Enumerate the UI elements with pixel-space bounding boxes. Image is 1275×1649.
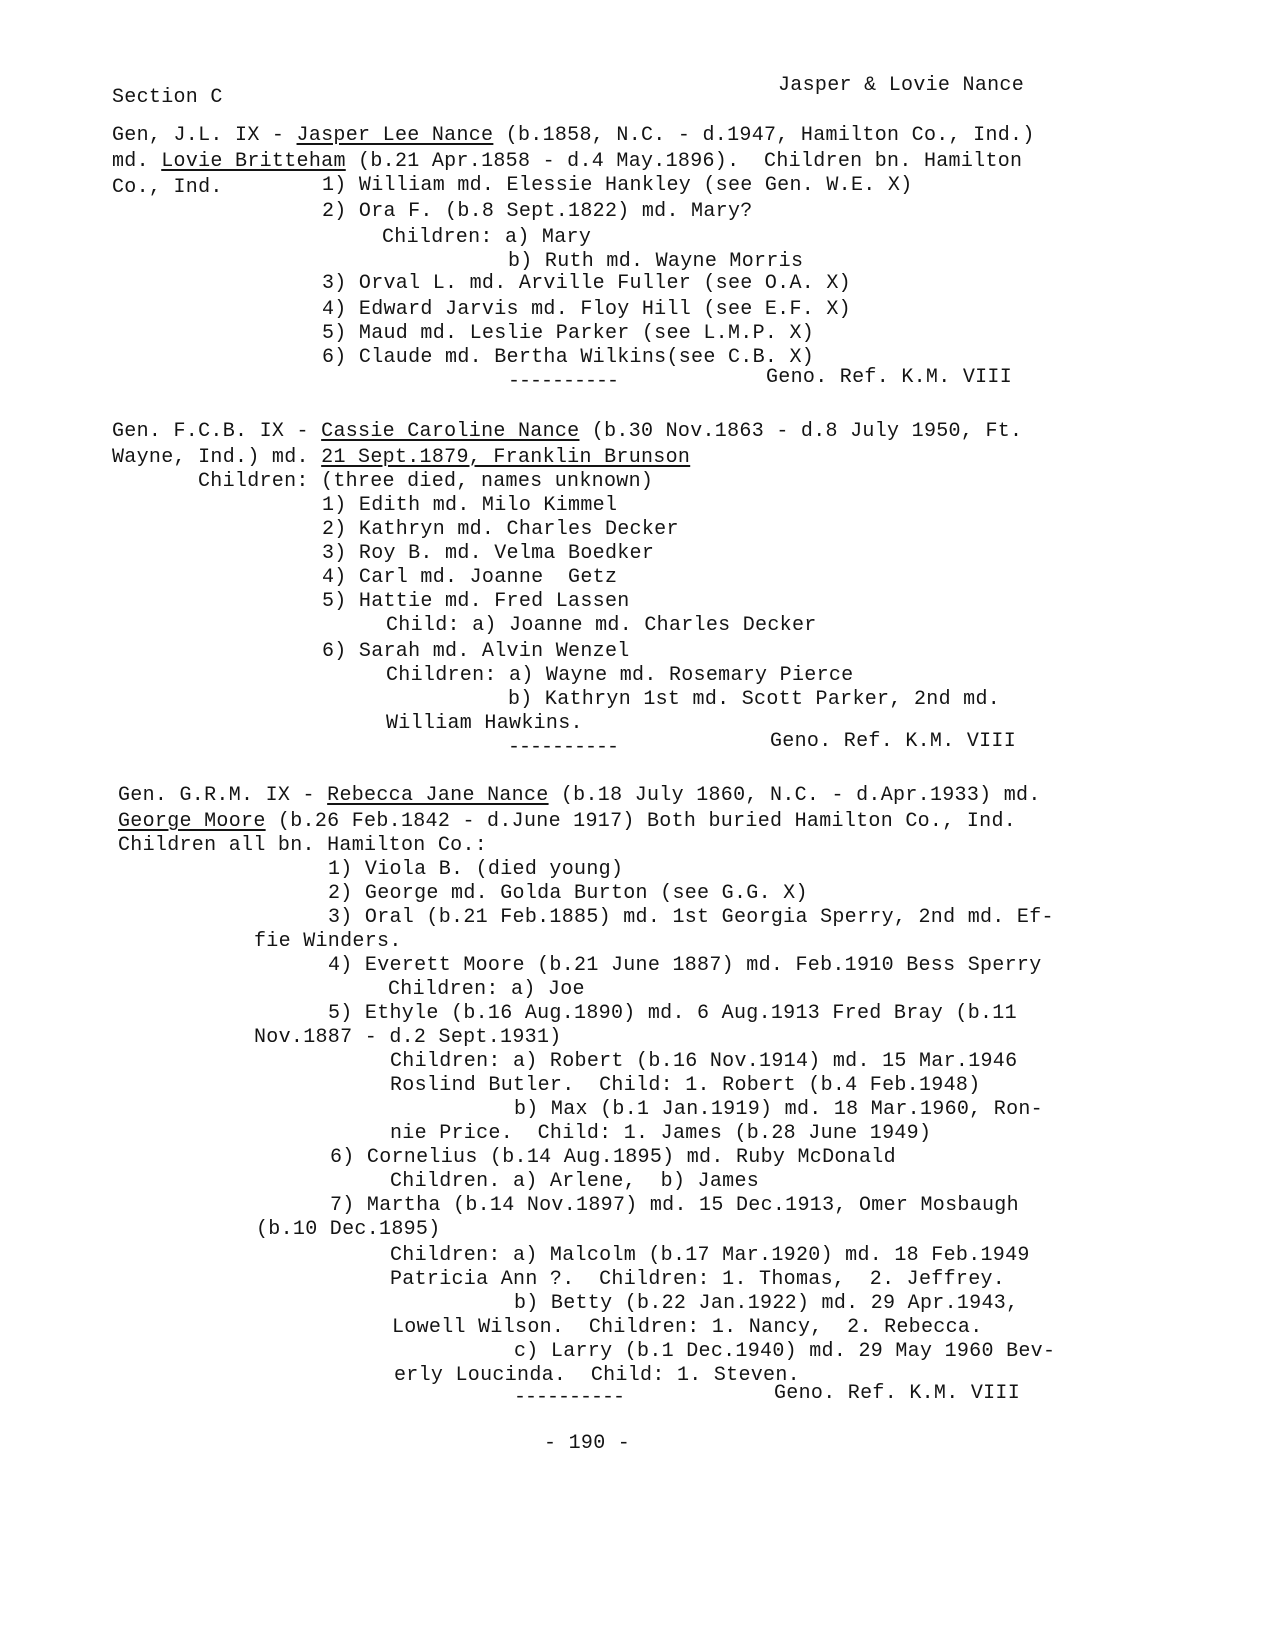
- child-line: 5) Hattie md. Fred Lassen: [322, 590, 630, 613]
- grandchild-line: Patricia Ann ?. Children: 1. Thomas, 2. Jeffrey.: [390, 1268, 1006, 1291]
- page-header-title: Jasper & Lovie Nance: [778, 74, 1025, 97]
- child-line: 5) Ethyle (b.16 Aug.1890) md. 6 Aug.1913 Fred Bray (b.11: [328, 1002, 1017, 1025]
- grandchild-line: William Hawkins.: [386, 712, 583, 735]
- reference-note: Geno. Ref. K.M. VIII: [766, 366, 1013, 389]
- child-line: 4) Carl md. Joanne Getz: [322, 566, 618, 589]
- spouse-name: 21 Sept.1879, Franklin Brunson: [321, 446, 691, 469]
- separator: ----------: [508, 736, 619, 759]
- reference-note: Geno. Ref. K.M. VIII: [770, 730, 1017, 753]
- grandchild-line: erly Loucinda. Child: 1. Steven.: [394, 1364, 800, 1387]
- section-label: Section C: [112, 86, 223, 109]
- child-line: 3) Oral (b.21 Feb.1885) md. 1st Georgia Sperry, 2nd md. Ef-: [328, 906, 1054, 929]
- child-line: 4) Everett Moore (b.21 June 1887) md. Feb.1910 Bess Sperry: [328, 954, 1042, 977]
- separator: ----------: [508, 370, 619, 393]
- spouse-name: Lovie Britteham: [161, 150, 346, 173]
- entry-spouse-line: md. Lovie Britteham (b.21 Apr.1858 - d.4 May.1896). Children bn. Hamilton: [112, 150, 1023, 173]
- entry-text-line: Children all bn. Hamilton Co.:: [118, 834, 488, 857]
- grandchild-line: Lowell Wilson. Children: 1. Nancy, 2. Rebecca.: [392, 1316, 983, 1339]
- grandchild-line: Children: a) Joe: [388, 978, 585, 1001]
- grandchild-line: Children: a) Robert (b.16 Nov.1914) md. 15 Mar.1946: [390, 1050, 1018, 1073]
- separator: ----------: [514, 1386, 625, 1409]
- child-line: 6) Cornelius (b.14 Aug.1895) md. Ruby McDonald: [330, 1146, 896, 1169]
- entry-spouse-line: Wayne, Ind.) md. 21 Sept.1879, Franklin Brunson: [112, 446, 691, 469]
- grandchild-line: b) Kathryn 1st md. Scott Parker, 2nd md.: [508, 688, 1001, 711]
- grandchild-line: Child: a) Joanne md. Charles Decker: [386, 614, 817, 637]
- continuation-line: fie Winders.: [254, 930, 402, 953]
- child-line: 4) Edward Jarvis md. Floy Hill (see E.F. X): [322, 298, 851, 321]
- child-line: 1) Edith md. Milo Kimmel: [322, 494, 618, 517]
- grandchild-line: b) Betty (b.22 Jan.1922) md. 29 Apr.1943,: [514, 1292, 1019, 1315]
- child-line: 2) George md. Golda Burton (see G.G. X): [328, 882, 808, 905]
- person-name: Cassie Caroline Nance: [321, 420, 580, 443]
- person-name: Jasper Lee Nance: [296, 124, 494, 147]
- person-name: Rebecca Jane Nance: [327, 784, 549, 807]
- child-line: 2) Kathryn md. Charles Decker: [322, 518, 679, 541]
- spouse-name: George Moore: [118, 810, 266, 833]
- entry-text-line: Co., Ind.: [112, 176, 223, 199]
- child-line: 6) Sarah md. Alvin Wenzel: [322, 640, 630, 663]
- entry-text-line: Children: (three died, names unknown): [198, 470, 654, 493]
- child-line: 3) Orval L. md. Arville Fuller (see O.A. X): [322, 272, 851, 295]
- child-line: 6) Claude md. Bertha Wilkins(see C.B. X): [322, 346, 815, 369]
- grandchild-line: b) Ruth md. Wayne Morris: [508, 250, 804, 273]
- child-line: 2) Ora F. (b.8 Sept.1822) md. Mary?: [322, 200, 753, 223]
- entry-heading-line: Gen, J.L. IX - Jasper Lee Nance (b.1858, N.C. - d.1947, Hamilton Co., Ind.): [112, 124, 1035, 147]
- grandchild-line: Children: a) Malcolm (b.17 Mar.1920) md. 18 Feb.1949: [390, 1244, 1030, 1267]
- child-line: 5) Maud md. Leslie Parker (see L.M.P. X): [322, 322, 815, 345]
- grandchild-line: Children. a) Arlene, b) James: [390, 1170, 760, 1193]
- grandchild-line: Children: a) Mary: [382, 226, 592, 249]
- reference-note: Geno. Ref. K.M. VIII: [774, 1382, 1021, 1405]
- continuation-line: (b.10 Dec.1895): [256, 1218, 441, 1241]
- child-line: 7) Martha (b.14 Nov.1897) md. 15 Dec.1913, Omer Mosbaugh: [330, 1194, 1019, 1217]
- page-number: - 190 -: [544, 1432, 631, 1455]
- child-line: 1) William md. Elessie Hankley (see Gen. W.E. X): [322, 174, 913, 197]
- grandchild-line: c) Larry (b.1 Dec.1940) md. 29 May 1960 Bev-: [514, 1340, 1056, 1363]
- entry-heading-line: Gen. G.R.M. IX - Rebecca Jane Nance (b.18 July 1860, N.C. - d.Apr.1933) md.: [118, 784, 1041, 807]
- child-line: 3) Roy B. md. Velma Boedker: [322, 542, 655, 565]
- entry-heading-line: Gen. F.C.B. IX - Cassie Caroline Nance (b.30 Nov.1863 - d.8 July 1950, Ft.: [112, 420, 1023, 443]
- grandchild-line: nie Price. Child: 1. James (b.28 June 1949): [390, 1122, 932, 1145]
- child-line: 1) Viola B. (died young): [328, 858, 624, 881]
- entry-spouse-line: George Moore (b.26 Feb.1842 - d.June 1917) Both buried Hamilton Co., Ind.: [118, 810, 1017, 833]
- grandchild-line: Children: a) Wayne md. Rosemary Pierce: [386, 664, 854, 687]
- continuation-line: Nov.1887 - d.2 Sept.1931): [254, 1026, 562, 1049]
- grandchild-line: Roslind Butler. Child: 1. Robert (b.4 Feb.1948): [390, 1074, 981, 1097]
- grandchild-line: b) Max (b.1 Jan.1919) md. 18 Mar.1960, Ron-: [514, 1098, 1043, 1121]
